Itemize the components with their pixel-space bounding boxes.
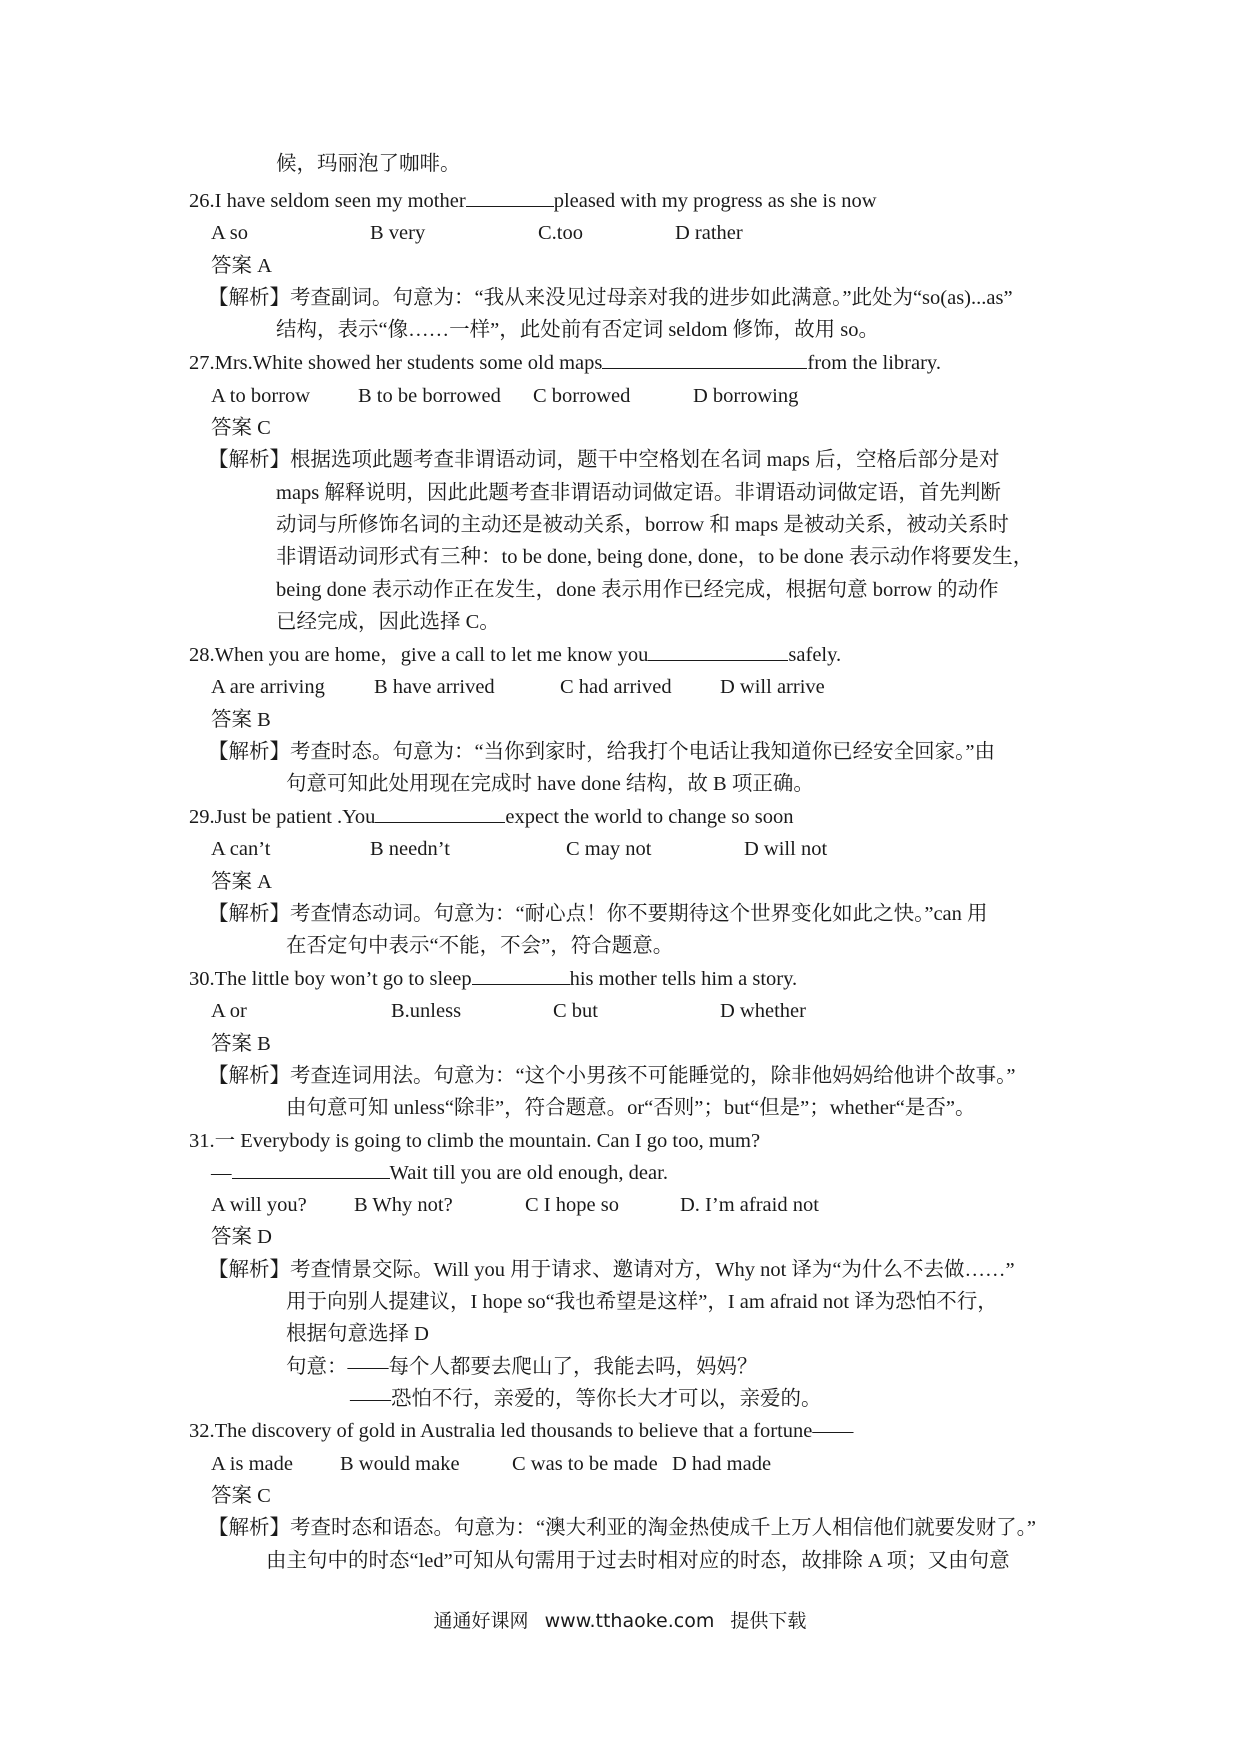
answer-key: 答案 A [211,871,272,893]
option-b: B very [370,222,426,244]
question-26 [189,186,877,216]
question-text: Wait till you are old enough, dear. [389,1162,668,1184]
option-c: C but [553,1000,598,1022]
explanation-line: 非谓语动词形式有三种：to be done, being done, done，to be done 表示动作将要发生， [276,546,1034,568]
option-d: D whether [720,1000,806,1022]
explanation-line: 在否定句中表示“不能，不会”，符合题意。 [286,935,674,957]
question-text: pleased with my progress as she is now [553,190,877,212]
option-d: D. I’m afraid not [680,1194,819,1216]
footer-url[interactable]: www.tthaoke.com [544,1610,715,1632]
option-b: B have arrived [374,676,495,698]
answer-blank [472,964,570,985]
question-27 [189,348,941,378]
text-line: 候，玛丽泡了咖啡。 [276,153,461,175]
explanation-line: 【解析】考查连词用法。句意为：“这个小男孩不可能睡觉的，除非他妈妈给他讲个故事。” [208,1065,1016,1087]
question-text: from the library. [807,352,941,374]
explanation-line: 【解析】考查时态和语态。句意为：“澳大利亚的淘金热使成千上万人相信他们就要发财了。” [208,1517,1036,1539]
answer-blank [602,348,807,369]
question-28 [189,640,841,670]
question-30 [189,964,797,994]
question-text: safely. [788,644,842,666]
option-d: D borrowing [693,385,799,407]
question-text: — [211,1162,232,1184]
option-c: C may not [566,838,652,860]
explanation-line: 已经完成，因此选择 C。 [276,611,500,633]
option-d: D will arrive [720,676,825,698]
option-a: A can’t [211,838,271,860]
option-d: D rather [675,222,743,244]
explanation-line: 由句意可知 unless“除非”，符合题意。or“否则”；but“但是”；whether“是否”。 [286,1097,976,1119]
option-b: B.unless [391,1000,462,1022]
option-a: A or [211,1000,247,1022]
footer-site-name: 通通好课网 [433,1610,529,1632]
question-31-reply [211,1158,668,1188]
option-a: A are arriving [211,676,325,698]
option-c: C had arrived [560,676,672,698]
answer-blank [375,802,505,823]
answer-key: 答案 C [211,417,271,439]
question-31: 31.一 Everybody is going to climb the mountain. Can I go too, mum? [189,1130,761,1152]
explanation-line: 结构，表示“像……一样”，此处前有否定词 seldom 修饰，故用 so。 [276,319,880,341]
option-c: C borrowed [533,385,631,407]
explanation-line: being done 表示动作正在发生，done 表示用作已经完成，根据句意 borrow 的动作 [276,579,999,601]
option-b: B needn’t [370,838,450,860]
explanation-line: 用于向别人提建议，I hope so“我也希望是这样”，I am afraid not 译为恐怕不行， [286,1291,998,1313]
explanation-line: 句意：——每个人都要去爬山了，我能去吗，妈妈？ [286,1356,758,1378]
option-c: C.too [538,222,583,244]
explanation-line: 句意可知此处用现在完成时 have done 结构，故 B 项正确。 [286,773,814,795]
option-d: D had made [672,1453,772,1475]
answer-key: 答案 B [211,1033,271,1055]
answer-blank [648,640,788,661]
explanation-line: 【解析】考查副词。句意为：“我从来没见过母亲对我的进步如此满意。”此处为“so(as)...as” [208,287,1013,309]
option-a: A to borrow [211,385,311,407]
option-a: A so [211,222,249,244]
question-text: 29.Just be patient .You [189,806,376,828]
explanation-line: 动词与所修饰名词的主动还是被动关系，borrow 和 maps 是被动关系，被动关系时 [276,514,1009,536]
answer-key: 答案 D [211,1226,272,1248]
answer-key: 答案 C [211,1485,271,1507]
question-text: 28.When you are home，give a call to let me know you [189,644,649,666]
option-b: B would make [340,1453,460,1475]
option-d: D will not [744,838,828,860]
option-b: B Why not? [354,1194,453,1216]
question-32: 32.The discovery of gold in Australia led thousands to believe that a fortune—— [189,1420,854,1442]
explanation-line: 【解析】根据选项此题考查非谓语动词，题干中空格划在名词 maps 后，空格后部分是对 [208,449,1000,471]
explanation-line: maps 解释说明，因此此题考查非谓语动词做定语。非谓语动词做定语，首先判断 [276,482,1001,504]
explanation-line: 由主句中的时态“led”可知从句需用于过去时相对应的时态，故排除 A 项；又由句意 [266,1550,1010,1572]
option-a: A will you? [211,1194,307,1216]
explanation-line: 【解析】考查情态动词。句意为：“耐心点！你不要期待这个世界变化如此之快。”can 用 [208,903,988,925]
explanation-line: 【解析】考查情景交际。Will you 用于请求、邀请对方，Why not 译为“为什么不去做……” [208,1259,1015,1281]
option-a: A is made [211,1453,293,1475]
answer-blank [232,1158,390,1179]
explanation-line: ——恐怕不行，亲爱的，等你长大才可以，亲爱的。 [350,1388,822,1410]
question-text: 30.The little boy won’t go to sleep [189,968,472,990]
question-text: expect the world to change so soon [505,806,794,828]
explanation-line: 根据句意选择 D [286,1323,429,1345]
page-footer [0,1606,1240,1636]
option-c: C was to be made [512,1453,658,1475]
answer-key: 答案 B [211,709,271,731]
option-b: B to be borrowed [358,385,501,407]
explanation-line: 【解析】考查时态。句意为：“当你到家时，给我打个电话让我知道你已经安全回家。”由 [208,741,995,763]
question-text: 27.Mrs.White showed her students some old maps [189,352,603,374]
question-text: his mother tells him a story. [569,968,798,990]
answer-blank [466,186,554,207]
footer-note: 提供下载 [730,1610,807,1632]
question-text: 26.I have seldom seen my mother [189,190,466,212]
option-c: C I hope so [525,1194,619,1216]
question-29 [189,802,793,832]
answer-key: 答案 A [211,255,272,277]
